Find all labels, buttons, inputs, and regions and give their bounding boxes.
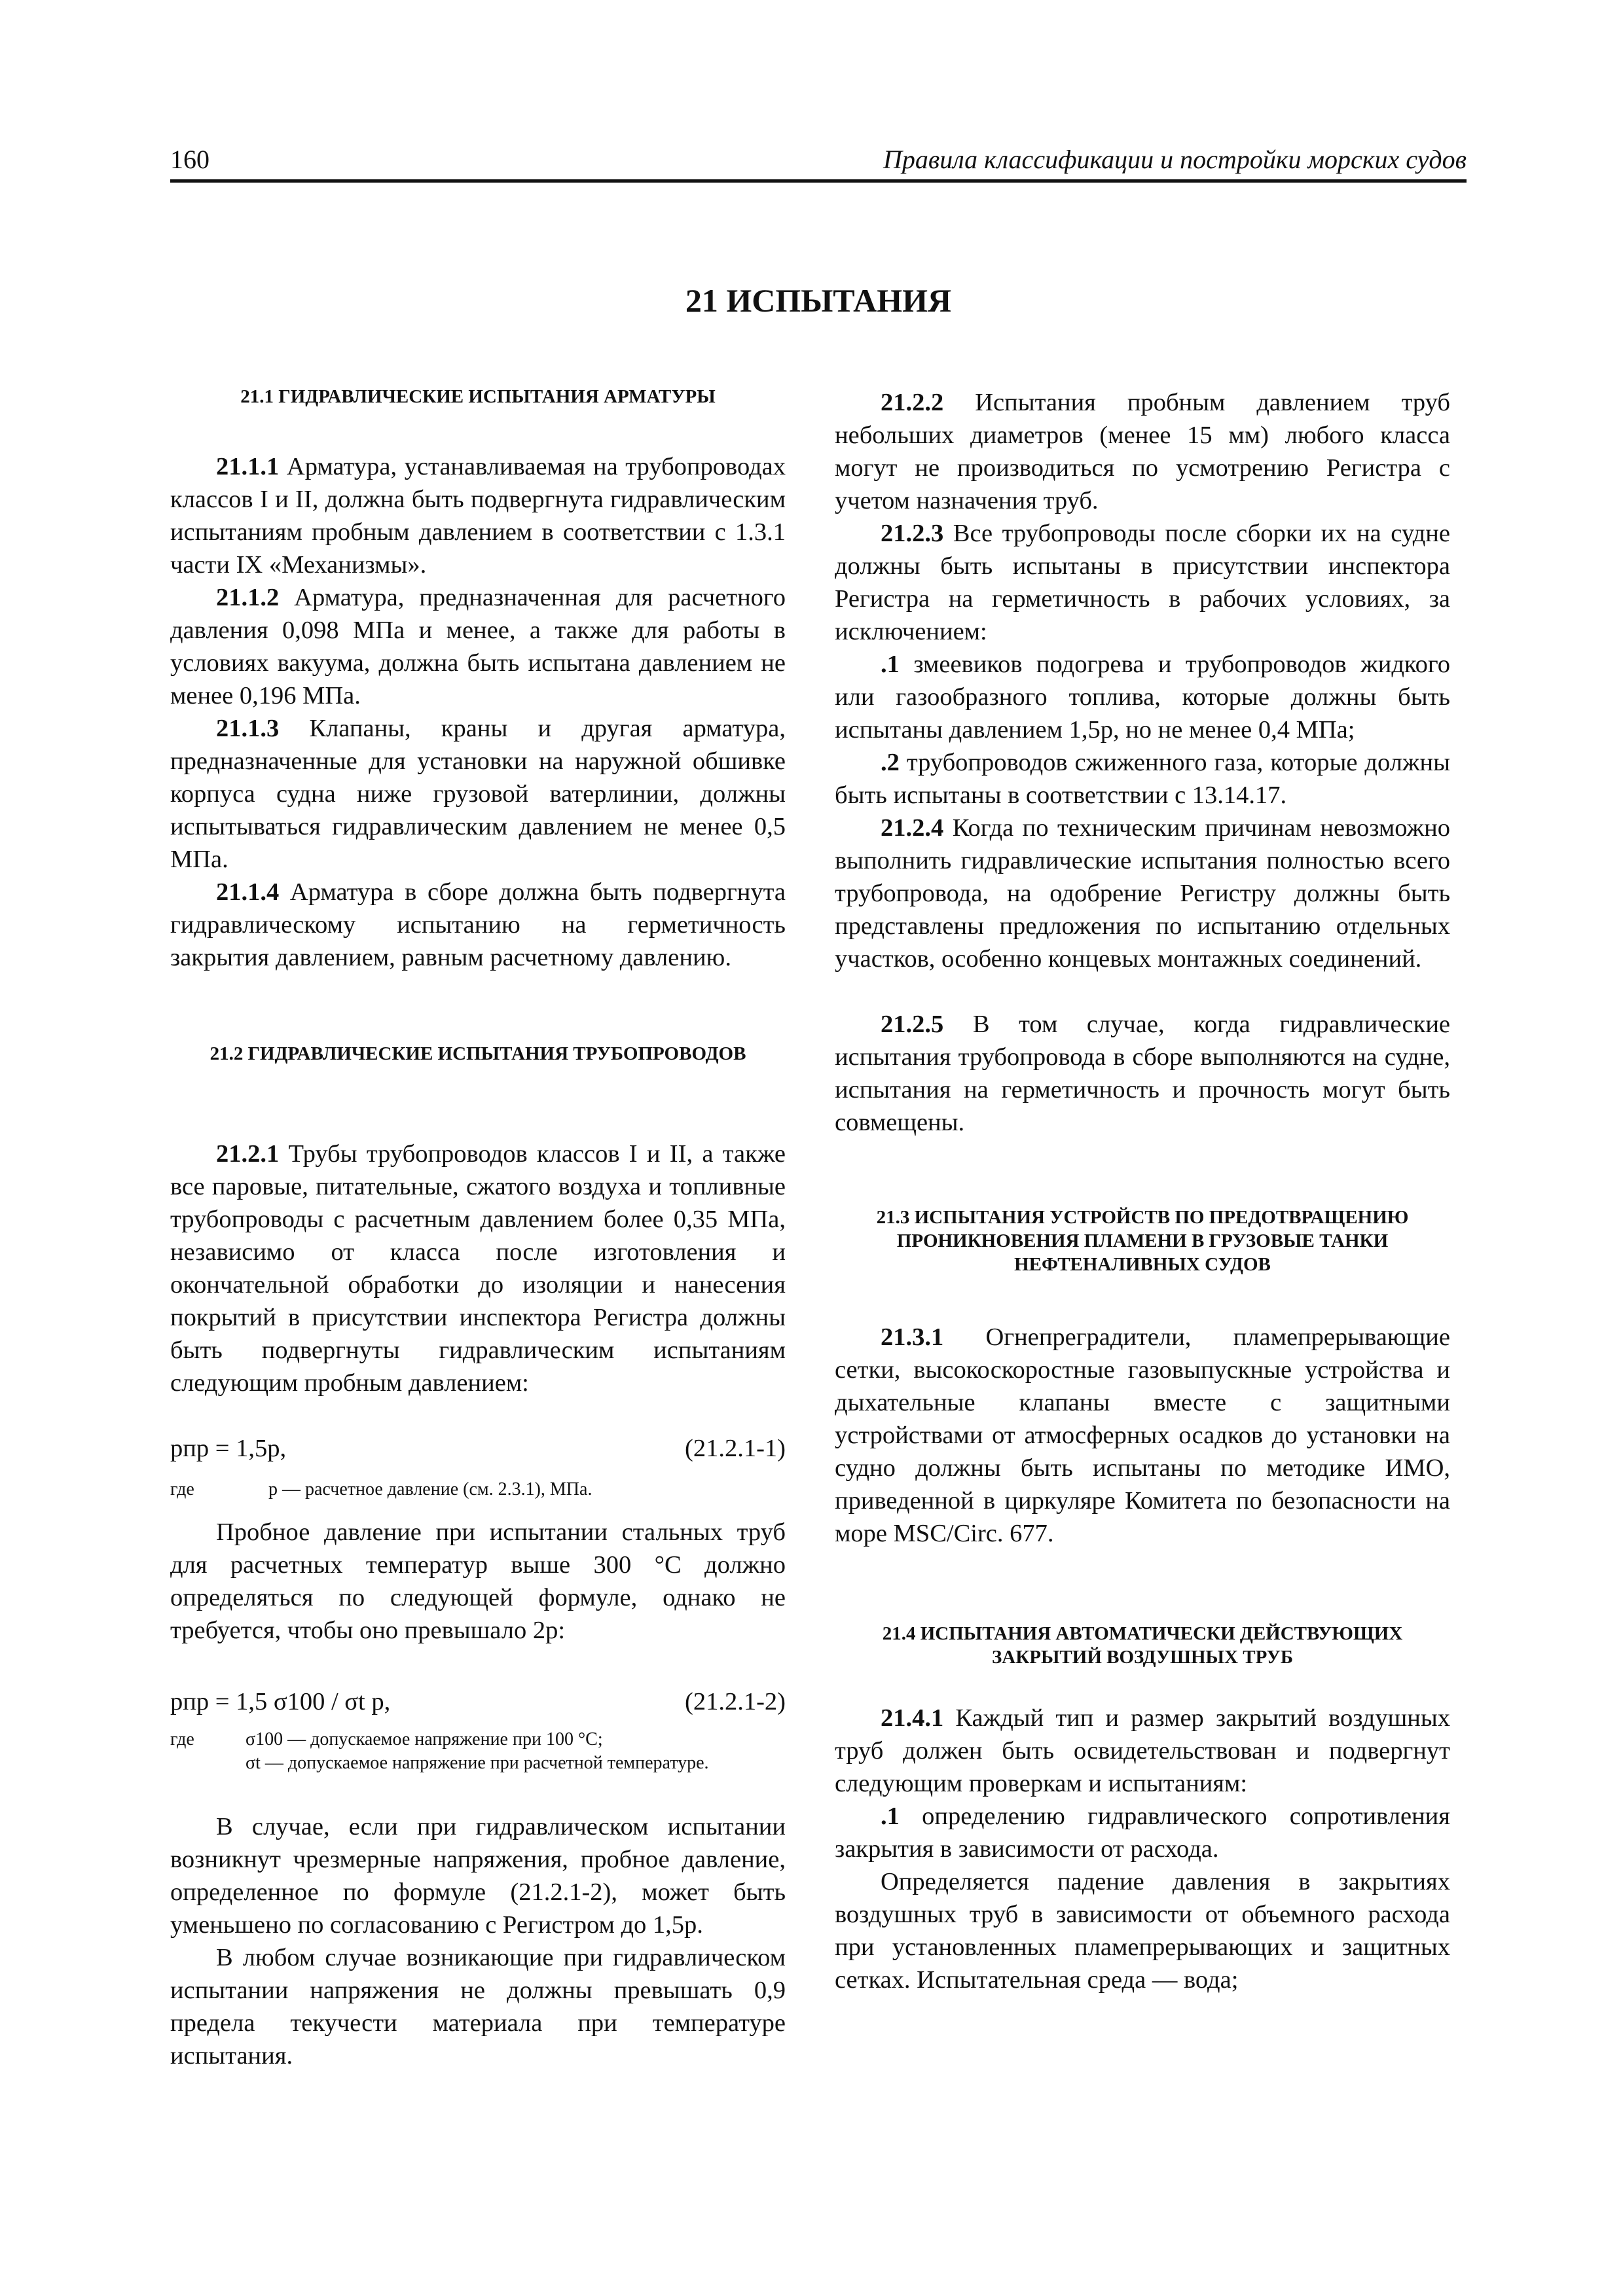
clause-number: 21.1.4 <box>216 878 280 906</box>
list-item-21-2-3-2 <box>835 746 1450 812</box>
chapter-title: 21 ИСПЫТАНИЯ <box>685 282 952 319</box>
section-title-21-3: 21.3 ИСПЫТАНИЯ УСТРОЙСТВ ПО ПРЕДОТВРАЩЕНИЮ ПРОНИКНОВЕНИЯ ПЛАМЕНИ В ГРУЗОВЫЕ ТАНКИ НЕФТЕНАЛИВНЫХ СУДОВ <box>876 1207 1409 1275</box>
clause-number: 21.1.1 <box>216 453 280 480</box>
formula-legend-1 <box>170 1478 786 1501</box>
paragraph-text: Когда по техническим причинам невозможно выполнить гидравлические испытания полностью всего трубопровода, на одобрение Регистру должны быть представлены предложения по испытанию отдельных участков, особенно концевых монтажных соединений. <box>835 814 1450 973</box>
paragraph-21-1-1 <box>170 450 786 581</box>
paragraph-text: Испытания пробным давлением труб небольших диаметров (менее 15 мм) любого класса могут не производиться по усмотрению Регистра с учетом назначения труб. <box>835 389 1450 514</box>
paragraph-text: Арматура, предназначенная для расчетного давления 0,098 МПа и менее, а также для работы в условиях вакуума, должна быть испытана давлением не менее 0,196 МПа. <box>170 584 786 709</box>
legend-desc-sigma-t: σt — допускаемое напряжение при расчетной температуре. <box>246 1753 709 1773</box>
paragraph-21-4-1 <box>835 1702 1450 1800</box>
item-text: трубопроводов сжиженного газа, которые должны быть испытаны в соответствии с 13.14.17. <box>835 749 1450 809</box>
clause-number: 21.2.5 <box>881 1011 944 1038</box>
paragraph-text: Огнепреградители, пламепрерывающие сетки, высокоскоростные газовыпускные устройства и дыхательные клапаны вместе с защитными устройствами от атмосферных осадков до установки на судно должны быть испытаны по методике ИМО, приведенной в циркуляре Комитета по безопасности на море MSC/Circ. 677. <box>835 1323 1450 1547</box>
clause-number: 21.4.1 <box>881 1704 944 1732</box>
paragraph-test-pressure: Пробное давление при испытании стальных труб для расчетных температур выше 300 °C должно определяться по следующей формуле, однако не требуется, чтобы оно превышало 2p: <box>170 1518 786 1644</box>
formula-21-2-1-1 <box>170 1432 786 1465</box>
list-item-21-2-3-1 <box>835 648 1450 746</box>
formula-number: (21.2.1-2) <box>685 1688 786 1715</box>
formula-expression: pпр = 1,5p, <box>170 1435 287 1462</box>
paragraph-text: Клапаны, краны и другая арматура, предназначенные для установки на наружной обшивке корпуса судна ниже грузовой ватерлинии, должны испытываться гидравлическим давлением не менее 0,5 МПа. <box>170 715 786 873</box>
paragraph-21-2-5 <box>835 1008 1450 1139</box>
paragraph-text: Трубы трубопроводов классов I и II, а также все паровые, питательные, сжатого воздуха и топливные трубопроводы с расчетным давлением более 0,35 МПа, независимо от класса после изготовления и окончательной обработки до изоляции и нанесения покрытий в присутствии инспектора Регистра должны быть подвергнуты гидравлическим испытаниям следующим пробным давлением: <box>170 1140 786 1397</box>
paragraph-21-3-1 <box>835 1321 1450 1550</box>
item-text: змеевиков подогрева и трубопроводов жидкого или газообразного топлива, которые должны быть испытаны давлением 1,5p, но не менее 0,4 МПа; <box>835 651 1451 744</box>
running-header <box>170 143 1467 183</box>
clause-number: 21.2.4 <box>881 814 944 842</box>
item-number: .1 <box>881 651 900 678</box>
paragraph-21-2-1 <box>170 1138 786 1399</box>
section-title-21-2: 21.2 ГИДРАВЛИЧЕСКИЕ ИСПЫТАНИЯ ТРУБОПРОВОДОВ <box>210 1043 746 1064</box>
clause-number: 21.1.2 <box>216 584 280 611</box>
legend-where: где <box>170 1479 194 1499</box>
clause-number: 21.2.1 <box>216 1140 280 1168</box>
clause-number: 21.2.3 <box>881 520 944 547</box>
running-title: Правила классификации и постройки морских судов <box>883 145 1467 174</box>
paragraph-21-2-2 <box>835 386 1450 517</box>
formula-number: (21.2.1-1) <box>685 1435 786 1462</box>
formula-21-2-1-2 <box>170 1685 786 1718</box>
item-text: определению гидравлического сопротивления закрытия в зависимости от расхода. <box>835 1803 1450 1863</box>
clause-number: 21.3.1 <box>881 1323 944 1351</box>
formula-expression: pпр = 1,5 σ100 / σt p, <box>170 1688 391 1715</box>
legend-desc: p — расчетное давление (см. 2.3.1), МПа. <box>268 1479 593 1499</box>
legend-where: где <box>170 1729 194 1749</box>
paragraph-21-2-4 <box>835 812 1450 975</box>
paragraph-text: Арматура в сборе должна быть подвергнута гидравлическому испытанию на герметичность закрытия давлением, равным расчетному давлению. <box>170 878 786 971</box>
paragraph-21-2-3 <box>835 517 1450 648</box>
section-title-21-4: 21.4 ИСПЫТАНИЯ АВТОМАТИЧЕСКИ ДЕЙСТВУЮЩИХ ЗАКРЫТИЙ ВОЗДУШНЫХ ТРУБ <box>882 1623 1403 1668</box>
item-number: .1 <box>881 1803 900 1830</box>
paragraph-21-1-2 <box>170 581 786 712</box>
paragraph-stress-limit: В любом случае возникающие при гидравлическом испытании напряжения не должны превышать 0,9 предела текучести материала при температуре испытания. <box>170 1944 786 2070</box>
paragraph-excess-stress: В случае, если при гидравлическом испытании возникнут чрезмерные напряжения, пробное давление, определенное по формуле (21.2.1-2), может быть уменьшено по согласованию с Регистром до 1,5p. <box>170 1813 786 1939</box>
paragraph-21-1-3 <box>170 712 786 876</box>
paragraph-21-1-4 <box>170 876 786 974</box>
section-title-21-1: 21.1 ГИДРАВЛИЧЕСКИЕ ИСПЫТАНИЯ АРМАТУРЫ <box>240 386 716 407</box>
paragraph-pressure-drop: Определяется падение давления в закрытиях воздушных труб в зависимости от объемного расхода при установленных пламепрерывающих и защитных сетках. Испытательная среда — вода; <box>835 1868 1450 1994</box>
paragraph-text: Арматура, устанавливаемая на трубопроводах классов I и II, должна быть подвергнута гидравлическим испытаниям пробным давлением в соответствии с 1.3.1 части IX «Механизмы». <box>170 453 786 579</box>
paragraph-text: Все трубопроводы после сборки их на судне должны быть испытаны в присутствии инспектора Регистра на герметичность в рабочих условиях, за исключением: <box>835 520 1450 645</box>
paragraph-text: Каждый тип и размер закрытий воздушных труб должен быть освидетельствован и подвергнут следующим проверкам и испытаниям: <box>835 1704 1450 1797</box>
item-number: .2 <box>881 749 900 776</box>
legend-desc-sigma100: σ100 — допускаемое напряжение при 100 °C; <box>246 1729 603 1749</box>
clause-number: 21.1.3 <box>216 715 280 742</box>
paragraph-text: В том случае, когда гидравлические испытания трубопровода в сборе выполняются на судне, испытания на герметичность и прочность могут быть совмещены. <box>835 1011 1451 1136</box>
formula-legend-2 <box>170 1728 786 1775</box>
list-item-21-4-1-1 <box>835 1800 1450 1865</box>
page-number: 160 <box>170 145 210 174</box>
clause-number: 21.2.2 <box>881 389 944 416</box>
